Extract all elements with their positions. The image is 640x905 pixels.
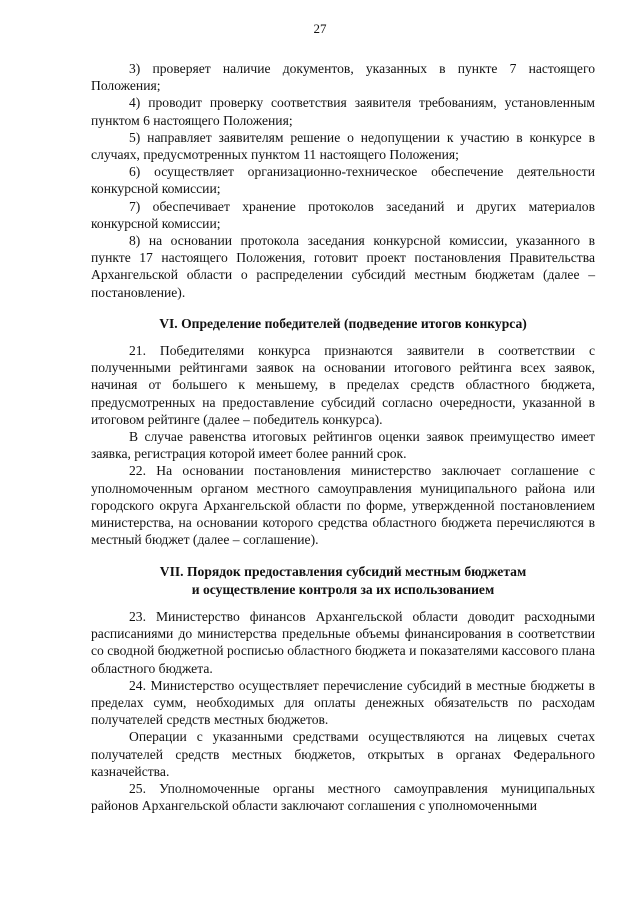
paragraph-operations: Операции с указанными средствами осуществляются на лицевых счетах получателей средств местных бюджетов, открытых в органах Федерального казначейства. [91, 729, 595, 779]
section-heading-vii-line-2: и осуществление контроля за их использованием [191, 581, 495, 597]
list-item: 5) направляет заявителям решение о недопущении к участию в конкурсе в случаях, предусмотренных пунктом 11 настоящего Положения; [91, 129, 595, 163]
paragraph-22: 22. На основании постановления министерство заключает соглашение с уполномоченным органом местного самоуправления муниципального района или городского округа Архангельской области по форме, утвержденной постановлением министерства, на основании которого средства областного бюджета перечисляются в местный бюджет (далее – соглашение). [91, 463, 595, 548]
list-item: 4) проводит проверку соответствия заявителя требованиям, установленным пунктом 6 настоящего Положения; [91, 95, 595, 128]
page-number: 27 [313, 21, 327, 36]
paragraph-21: 21. Победителями конкурса признаются заявители в соответствии с полученными рейтингами заявок на основании итогового рейтинга всех заявок, начиная от большего к меньшему, в пределах средств областного бюджета, предусмотренных на предоставление субсидий согласно очередности, указанной в итоговом рейтинге (далее – победитель конкурса). [91, 343, 595, 427]
section-heading-vii [91, 563, 595, 597]
list-item: 6) осуществляет организационно-техническое обеспечение деятельности конкурсной комиссии; [91, 164, 595, 197]
section-heading-vii-line-1: VII. Порядок предоставления субсидий местным бюджетам [159, 564, 527, 580]
paragraph-23: 23. Министерство финансов Архангельской области доводит расходными расписаниями до министерства предельные объемы финансирования в соответствии со сводной бюджетной росписью областного бюджета и показателями кассового плана областного бюджета. [91, 608, 595, 676]
items-list [91, 60, 595, 301]
paragraph-25: 25. Уполномоченные органы местного самоуправления муниципальных районов Архангельской области заключают соглашения с уполномоченными [91, 780, 595, 814]
section-vii-body [91, 608, 595, 814]
paragraph-24: 24. Министерство осуществляет перечисление субсидий в местные бюджеты в пределах сумм, необходимых для оплаты денежных обязательств по расходам получателей средств местных бюджетов. [91, 677, 595, 728]
section-vi-body [91, 342, 595, 548]
list-item: 7) обеспечивает хранение протоколов заседаний и других материалов конкурсной комиссии; [91, 198, 595, 231]
page-body [91, 60, 595, 814]
section-heading-vi: VI. Определение победителей (подведение итогов конкурса) [159, 315, 527, 331]
list-item: 3) проверяет наличие документов, указанных в пункте 7 настоящего Положения; [91, 61, 595, 94]
list-item: 8) на основании протокола заседания конкурсной комиссии, указанного в пункте 17 настоящего Положения, готовит проект постановления Правительства Архангельской области о распределении субсидий местным бюджетам (далее – постановление). [91, 233, 595, 300]
paragraph-tie-rule: В случае равенства итоговых рейтингов оценки заявок преимущество имеет заявка, регистрация которой имеет более ранний срок. [91, 429, 595, 462]
